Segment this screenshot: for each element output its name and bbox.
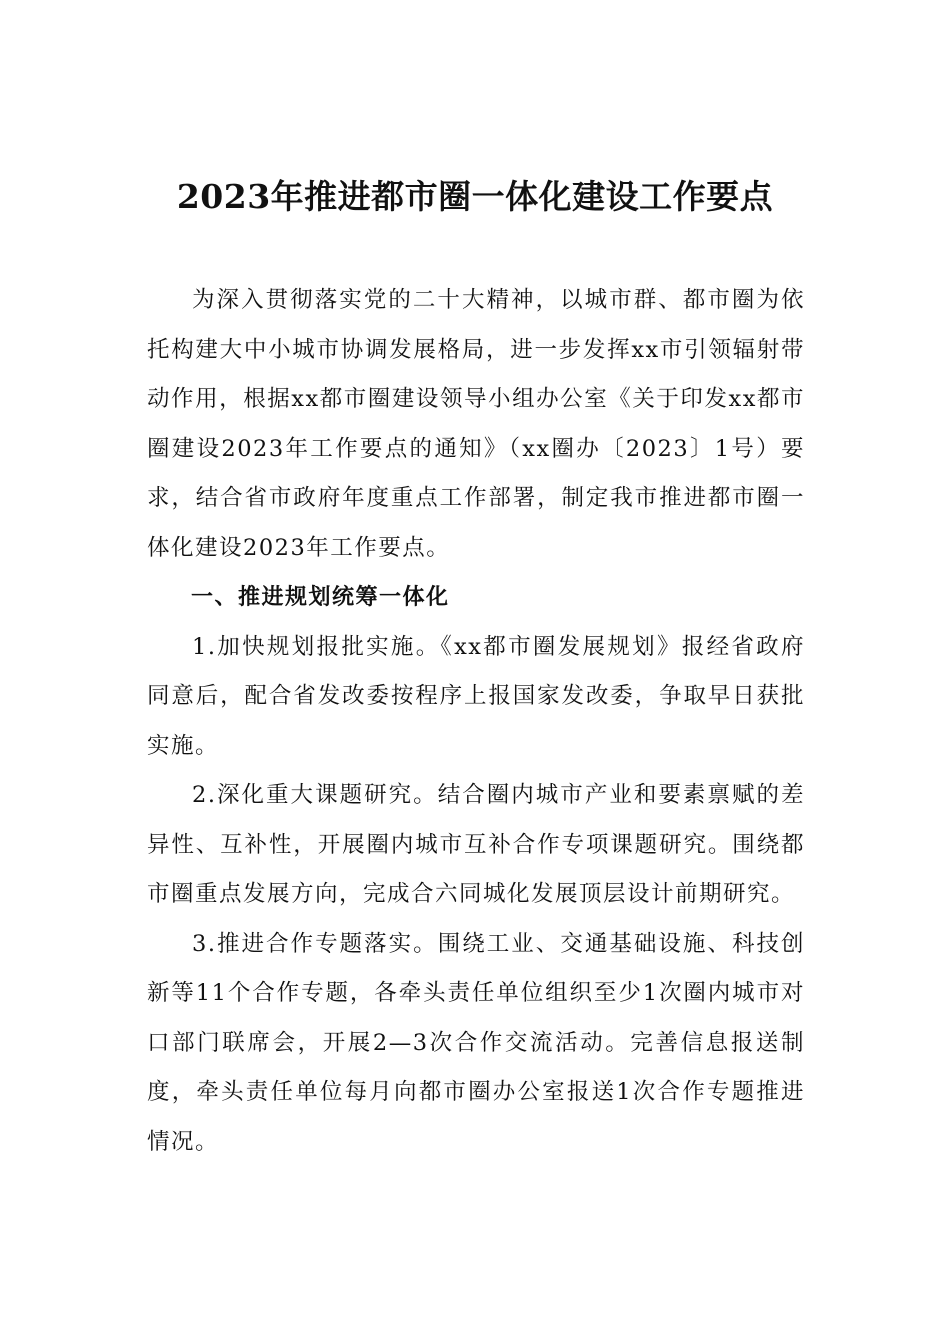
item-paragraph-3: 3.推进合作专题落实。围绕工业、交通基础设施、科技创新等11个合作专题，各牵头责任单位组织至少1次圈内城市对口部门联席会，开展2—3次合作交流活动。完善信息报送制度，牵头责任单位每月向都市圈办公室报送1次合作专题推进情况。 [147,930,805,1155]
intro-paragraph: 为深入贯彻落实党的二十大精神，以城市群、都市圈为依托构建大中小城市协调发展格局，进一步发挥xx市引领辐射带动作用，根据xx都市圈建设领导小组办公室《关于印发xx都市圈建设2023年工作要点的通知》（xx圈办〔2023〕1号）要求，结合省市政府年度重点工作部署，制定我市推进都市圈一体化建设2023年工作要点。 [147,287,805,561]
section-heading: 一、推进规划统筹一体化 [191,585,450,610]
document-title: 2023年推进都市圈一体化建设工作要点 [176,177,774,216]
item-paragraph-2: 2.深化重大课题研究。结合圈内城市产业和要素禀赋的差异性、互补性，开展圈内城市互补合作专项课题研究。围绕都市圈重点发展方向，完成合六同城化发展顶层设计前期研究。 [147,782,805,907]
item-paragraph-1: 1.加快规划报批实施。《xx都市圈发展规划》报经省政府同意后，配合省发改委按程序上报国家发改委，争取早日获批实施。 [147,633,805,759]
document-body [147,276,805,1167]
